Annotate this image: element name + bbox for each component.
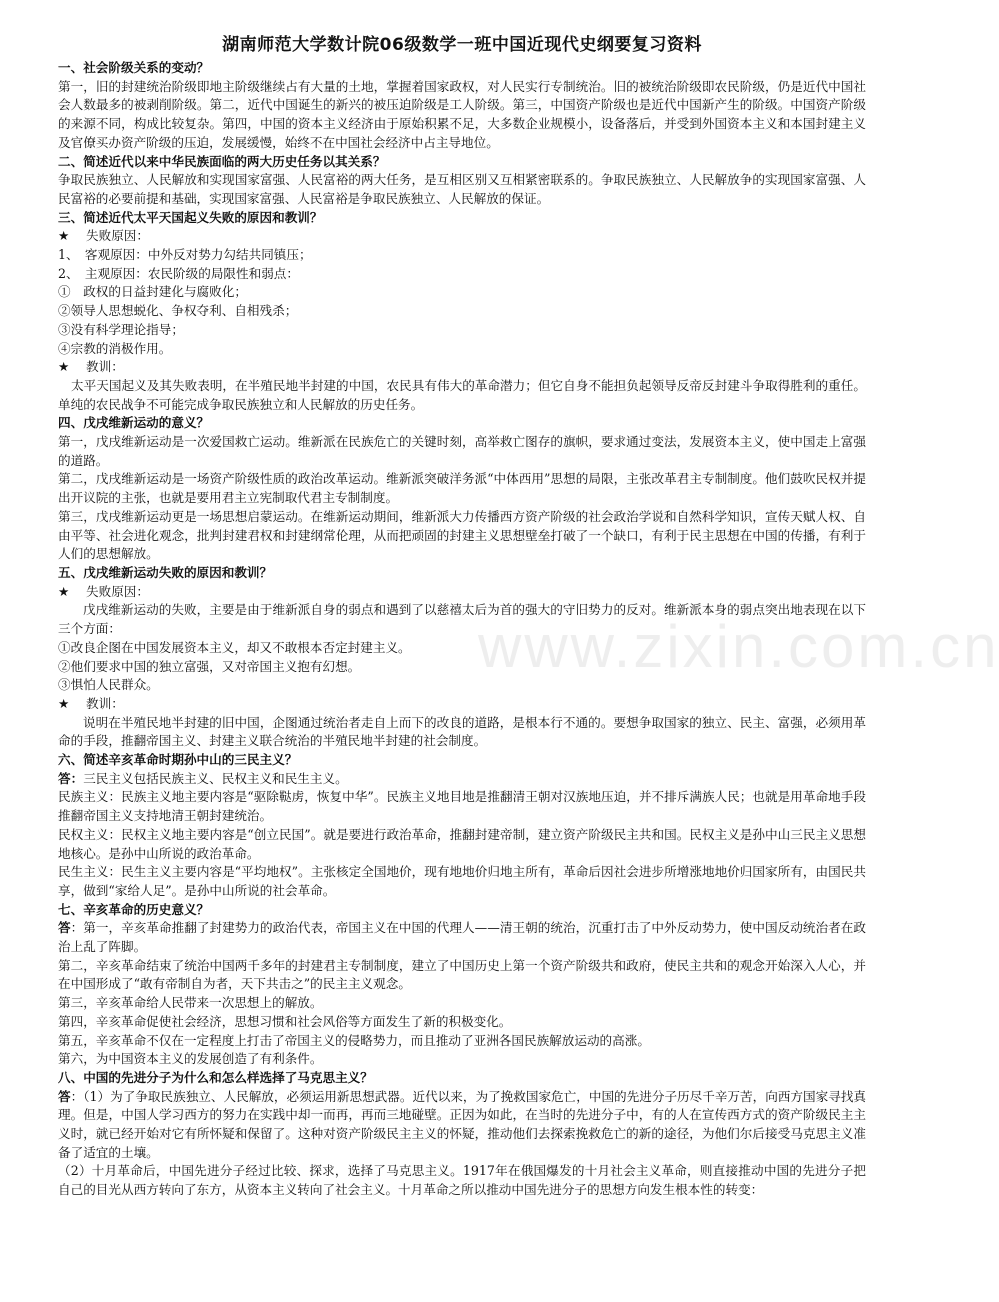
section-3-cause-6: ④宗教的消极作用。 <box>58 340 172 356</box>
section-3-lesson-label-line <box>58 358 866 377</box>
answer-label: 答： <box>58 770 84 786</box>
section-1-heading: 一、社会阶级关系的变动？ <box>58 60 210 75</box>
document-page <box>58 32 866 1200</box>
section-7-paragraph-3: 第三，辛亥革命给人民带来一次思想上的解放。 <box>58 995 323 1011</box>
section-3-cause-1: 1、 客观原因：中外反对势力勾结共同镇压； <box>58 247 312 263</box>
causes-label: 失败原因： <box>86 228 149 244</box>
section-4-paragraph-1: 第一，戊戌维新运动是一次爱国救亡运动。维新派在民族危亡的关键时刻，高举救亡图存的旗帜，要求通过变法，发展资本主义，使中国走上富强的道路。 <box>58 434 866 468</box>
section-5-paragraph: 戊戌维新运动的失败，主要是由于维新派自身的弱点和遇到了以慈禧太后为首的强大的守旧势力的反对。维新派本身的弱点突出地表现在以下三个方面： <box>58 602 866 637</box>
section-5-lesson-label-line <box>58 695 866 714</box>
star-icon: ★ <box>58 228 70 244</box>
section-5-point-3: ③惧怕人民群众。 <box>58 677 159 693</box>
section-4-heading: 四、戊戌维新运动的意义？ <box>58 415 210 431</box>
section-6-heading: 六、简述辛亥革命时期孙中山的三民主义？ <box>58 752 298 768</box>
star-icon: ★ <box>58 583 70 599</box>
section-4-paragraph-3: 第三，戊戌维新运动更是一场思想启蒙运动。在维新运动期间，维新派大力传播西方资产阶级的社会政治学说和自然科学知识，宣传天赋人权、自由平等、社会进化观念，批判封建君权和封建纲常伦理，从而把顽固的封建主义思想壁垒打破了一个缺口，有利于民主思想在中国的传播，有利于人们的思想解放。 <box>58 508 866 562</box>
star-icon: ★ <box>58 359 70 375</box>
section-5-point-2: ②他们要求中国的独立富强，又对帝国主义抱有幻想。 <box>58 658 361 674</box>
lesson-label: 教训： <box>86 695 124 711</box>
answer-text: 三民主义包括民族主义、民权主义和民生主义。 <box>83 770 348 786</box>
section-3-lesson: 太平天国起义及其失败表明，在半殖民地半封建的中国，农民具有伟大的革命潜力；但它自身不能担负起领导反帝反封建斗争取得胜利的重任。单纯的农民战争不可能完成争取民族独立和人民解放的历史任务。 <box>58 377 866 412</box>
answer-text: ：（1）为了争取民族独立、人民解放，必须运用新思想武器。近代以来，为了挽救国家危亡，中国的先进分子历尽千辛万苦，向西方国家寻找真理。但是，中国人学习西方的努力在实践中却一而再，再而三地碰壁。正因为如此，在当时的先进分子中，有的人在宣传西方式的资产阶级民主主义时，就已经开始对它有所怀疑和保留了。这种对资产阶级民主主义的怀疑，推动他们去探索挽救危亡的新的途径，为他们尔后接受马克思主义准备了适宜的土壤。 <box>58 1088 867 1160</box>
section-6-paragraph-1 <box>58 770 866 789</box>
section-3-cause-4: ②领导人思想蜕化、争权夺利、自相残杀； <box>58 303 298 319</box>
section-7-paragraph-4: 第四，辛亥革命促使社会经济，思想习惯和社会风俗等方面发生了新的积极变化。 <box>58 1013 512 1029</box>
section-3-causes-label-line <box>58 227 866 246</box>
section-3-cause-2: 2、 主观原因：农民阶级的局限性和弱点： <box>58 265 299 281</box>
document-title: 湖南师范大学数计院06级数学一班中国近现代史纲要复习资料 <box>222 35 702 55</box>
section-5-point-1: ①改良企图在中国发展资本主义，却又不敢根本否定封建主义。 <box>58 639 411 655</box>
answer-label: 答 <box>58 920 71 936</box>
section-7-paragraph-2: 第二，辛亥革命结束了统治中国两千多年的封建君主专制制度，建立了中国历史上第一个资产阶级共和政府，使民主共和的观念开始深入人心，并在中国形成了“敢有帝制自为者，天下共击之”的民主主义观念。 <box>58 957 866 992</box>
section-5-lesson: 说明在半殖民地半封建的旧中国，企图通过统治者走自上而下的改良的道路，是根本行不通的。要想争取国家的独立、民主、富强，必须用革命的手段，推翻帝国主义、封建主义联合统治的半殖民地半封建的社会制度。 <box>58 714 866 749</box>
section-2-paragraph: 争取民族独立、人民解放和实现国家富强、人民富裕的两大任务，是互相区别又互相紧密联系的。争取民族独立、人民解放争的实现国家富强、人民富裕的必要前提和基础，实现国家富强、人民富裕是争取民族独立、人民解放的保证。 <box>58 172 866 206</box>
star-icon: ★ <box>58 695 70 711</box>
section-5-heading: 五、戊戌维新运动失败的原因和教训？ <box>58 564 273 580</box>
section-8-paragraph-1 <box>58 1088 866 1163</box>
section-7-paragraph-5: 第五，辛亥革命不仅在一定程度上打击了帝国主义的侵略势力，而且推动了亚洲各国民族解放运动的高涨。 <box>58 1032 650 1048</box>
section-8-paragraph-2: （2）十月革命后，中国先进分子经过比较、探求，选择了马克思主义。1917年在俄国爆发的十月社会主义革命，则直接推动中国的先进分子把自己的目光从西方转向了东方，从资本主义转向了社会主义。十月革命之所以推动中国先进分子的思想方向发生根本性的转变： <box>58 1163 866 1198</box>
section-4-paragraph-2: 第二，戊戌维新运动是一场资产阶级性质的政治改革运动。维新派突破洋务派“中体西用”思想的局限，主张改革君主专制制度。他们鼓吹民权并提出开议院的主张，也就是要用君主立宪制取代君主专制制度。 <box>58 471 866 506</box>
section-3-heading: 三、简述近代太平天国起义失败的原因和教训？ <box>58 209 323 225</box>
causes-label: 失败原因： <box>86 583 149 599</box>
section-7-heading: 七、辛亥革命的历史意义？ <box>58 901 210 917</box>
section-5-causes-label-line <box>58 583 866 602</box>
section-3-cause-5: ③没有科学理论指导； <box>58 321 184 337</box>
section-1-paragraph: 第一，旧的封建统治阶级即地主阶级继续占有大量的土地，掌握着国家政权，对人民实行专制统治。旧的被统治阶级即农民阶级，仍是近代中国社会人数最多的被剥削阶级。第二，近代中国诞生的新兴的被压迫阶级是工人阶级。第三，中国资产阶级也是近代中国新产生的阶级。中国资产阶级的来源不同，构成比较复杂。第四，中国的资本主义经济由于原始积累不足，大多数企业规模小，设备落后，并受到外国资本主义和本国封建主义及官僚买办资产阶级的压迫，发展缓慢，始终不在中国社会经济中占主导地位。 <box>58 78 866 150</box>
section-6-paragraph-2: 民族主义：民族主义地主要内容是“驱除鞑虏，恢复中华”。民族主义地目地是推翻清王朝对汉族地压迫，并不排斥满族人民；也就是用革命地手段推翻帝国主义支持地清王朝封建统治。 <box>58 789 866 824</box>
answer-text: ：第一，辛亥革命推翻了封建势力的政治代表，帝国主义在中国的代理人——清王朝的统治，沉重打击了中外反动势力，使中国反动统治者在政治上乱了阵脚。 <box>58 920 867 955</box>
answer-label: 答 <box>58 1088 71 1104</box>
watermark: www.zixin.com.cn <box>478 613 999 680</box>
section-7-paragraph-1 <box>58 919 866 956</box>
section-3-cause-3: ① 政权的日益封建化与腐败化； <box>58 284 247 300</box>
lesson-label: 教训： <box>86 359 124 375</box>
section-8-heading: 八、中国的先进分子为什么和怎么样选择了马克思主义？ <box>58 1069 373 1085</box>
section-7-paragraph-6: 第六，为中国资本主义的发展创造了有利条件。 <box>58 1051 323 1067</box>
section-6-paragraph-4: 民生主义：民生主义主要内容是“平均地权”。主张核定全国地价，现有地地价归地主所有，革命后因社会进步所增涨地地价归国家所有，由国民共享，做到“家给人足”。是孙中山所说的社会革命。 <box>58 864 866 898</box>
section-6-paragraph-3: 民权主义：民权主义地主要内容是“创立民国”。就是要进行政治革命，推翻封建帝制，建立资产阶级民主共和国。民权主义是孙中山三民主义思想地核心。是孙中山所说的政治革命。 <box>58 826 866 861</box>
section-2-heading: 二、简述近代以来中华民族面临的两大历史任务以其关系？ <box>58 153 386 169</box>
